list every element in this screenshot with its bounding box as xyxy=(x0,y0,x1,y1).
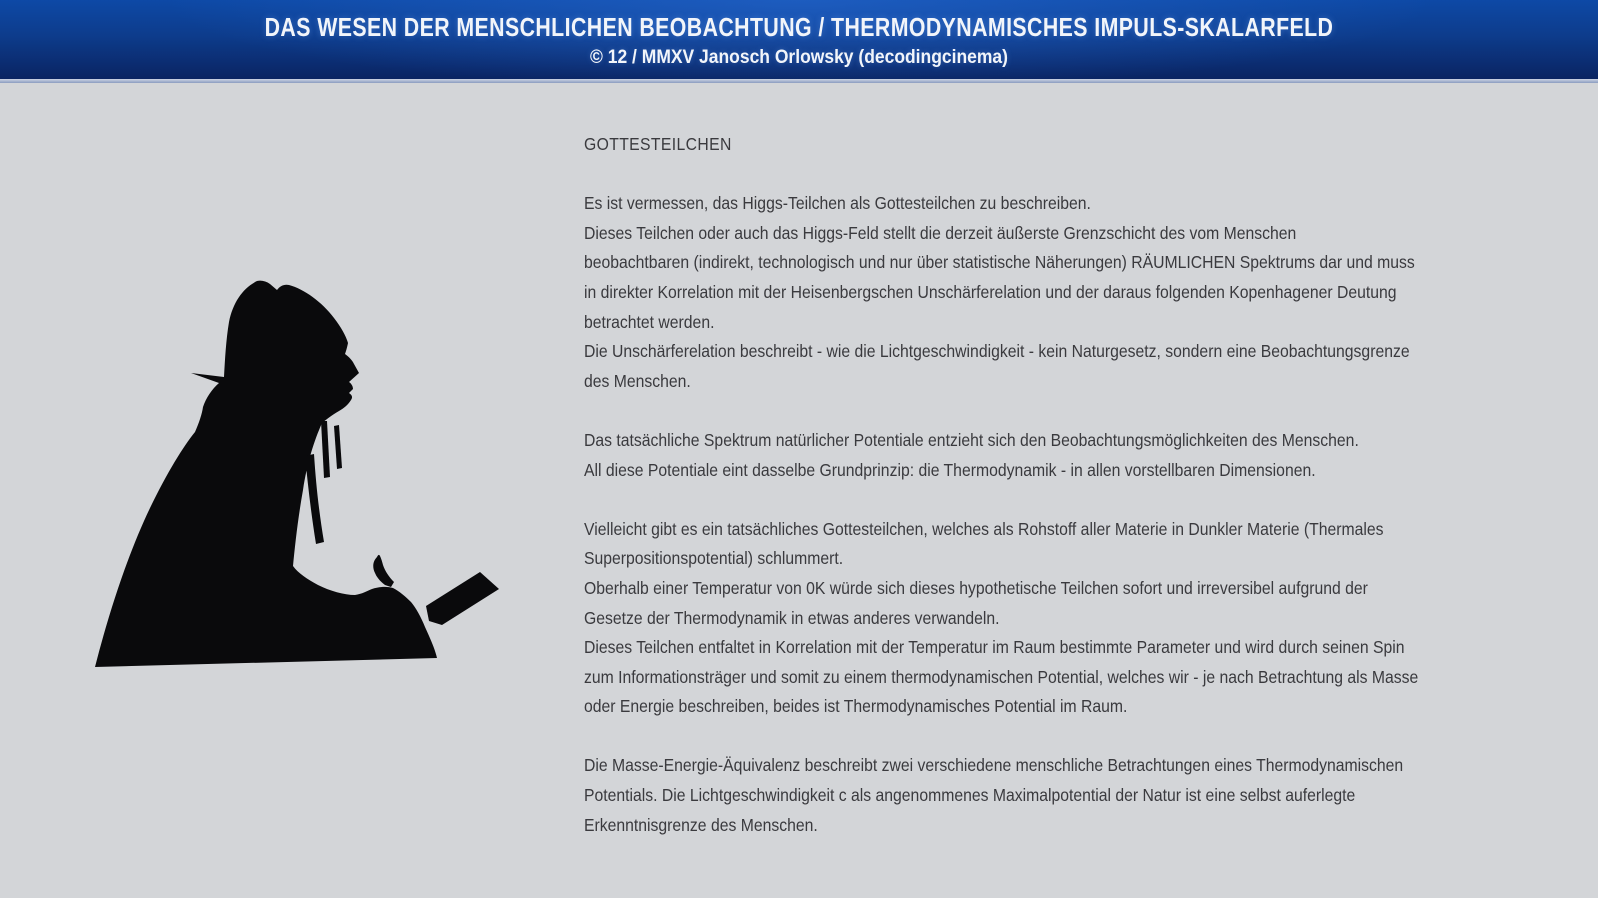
text-line: Erkenntnisgrenze des Menschen. xyxy=(584,814,818,835)
pen-shape xyxy=(373,555,394,587)
text-line: betrachtet werden. xyxy=(584,311,715,332)
text-line: Dieses Teilchen entfaltet in Korrelation mit der Temperatur im Raum bestimmte Parameter und wird durch seinen Spin xyxy=(584,637,1405,658)
text-line: beobachtbaren (indirekt, technologisch und nur über statistische Näherungen) RÄUMLICHEN Spektrums dar und muss xyxy=(584,252,1415,273)
scarf-end-shape xyxy=(305,454,324,544)
text-line: Es ist vermessen, das Higgs-Teilchen als Gottesteilchen zu beschreiben. xyxy=(584,193,1091,214)
header-divider xyxy=(0,79,1598,83)
paragraph-2 xyxy=(584,426,1418,485)
text-line: Oberhalb einer Temperatur von 0K würde sich dieses hypothetische Teilchen sofort und irreversibel aufgrund der xyxy=(584,577,1368,598)
text-line: des Menschen. xyxy=(584,370,691,391)
paragraph-1 xyxy=(584,189,1418,396)
text-line: zum Informationsträger und somit zu einem thermodynamischen Potential, welches wir - je nach Betrachtung als Masse xyxy=(584,666,1419,687)
page-title: DAS WESEN DER MENSCHLICHEN BEOBACHTUNG / THERMODYNAMISCHES IMPULS-SKALARFELD xyxy=(264,12,1334,42)
text-line: Das tatsächliche Spektrum natürlicher Potentiale entzieht sich den Beobachtungsmöglichkeiten des Menschen. xyxy=(584,429,1359,450)
article-heading: GOTTESTEILCHEN xyxy=(584,134,732,154)
text-line: Die Masse-Energie-Äquivalenz beschreibt zwei verschiedene menschliche Betrachtungen eines Thermodynamischen xyxy=(584,755,1404,776)
article-text xyxy=(584,130,1418,840)
notepad-shape xyxy=(426,572,499,625)
text-line: Dieses Teilchen oder auch das Higgs-Feld stellt die derzeit äußerste Grenzschicht des vom Menschen xyxy=(584,222,1297,243)
copyright-line: © 12 / MMXV Janosch Orlowsky (decodingcinema) xyxy=(590,47,1008,68)
text-line: Potentials. Die Lichtgeschwindigkeit c als angenommenes Maximalpotential der Natur ist eine selbst auferlegte xyxy=(584,785,1356,806)
text-line: Gesetze der Thermodynamik in etwas anderes verwandeln. xyxy=(584,607,1000,628)
text-line: Die Unschärferelation beschreibt - wie die Lichtgeschwindigkeit - kein Naturgesetz, sondern eine Beobachtungsgrenze xyxy=(584,341,1410,362)
text-line: Vielleicht gibt es ein tatsächliches Gottesteilchen, welches als Rohstoff aller Materie in Dunkler Materie (Thermales xyxy=(584,518,1384,539)
paragraph-4 xyxy=(584,751,1418,840)
writing-person-silhouette-icon xyxy=(85,250,505,670)
text-line: Superpositionspotential) schlummert. xyxy=(584,548,844,569)
scarf-fringe-shape xyxy=(334,425,342,469)
text-line: oder Energie beschreiben, beides ist Thermodynamisches Potential im Raum. xyxy=(584,696,1128,717)
text-line: in direkter Korrelation mit der Heisenbergschen Unschärferelation und der daraus folgenden Kopenhagener Deutung xyxy=(584,281,1397,302)
paragraph-3 xyxy=(584,515,1418,722)
person-body-shape xyxy=(95,281,437,667)
text-line: All diese Potentiale eint dasselbe Grundprinzip: die Thermodynamik - in allen vorstellbaren Dimensionen. xyxy=(584,459,1316,480)
header-bar xyxy=(0,0,1598,79)
scarf-fringe-shape xyxy=(321,421,330,478)
